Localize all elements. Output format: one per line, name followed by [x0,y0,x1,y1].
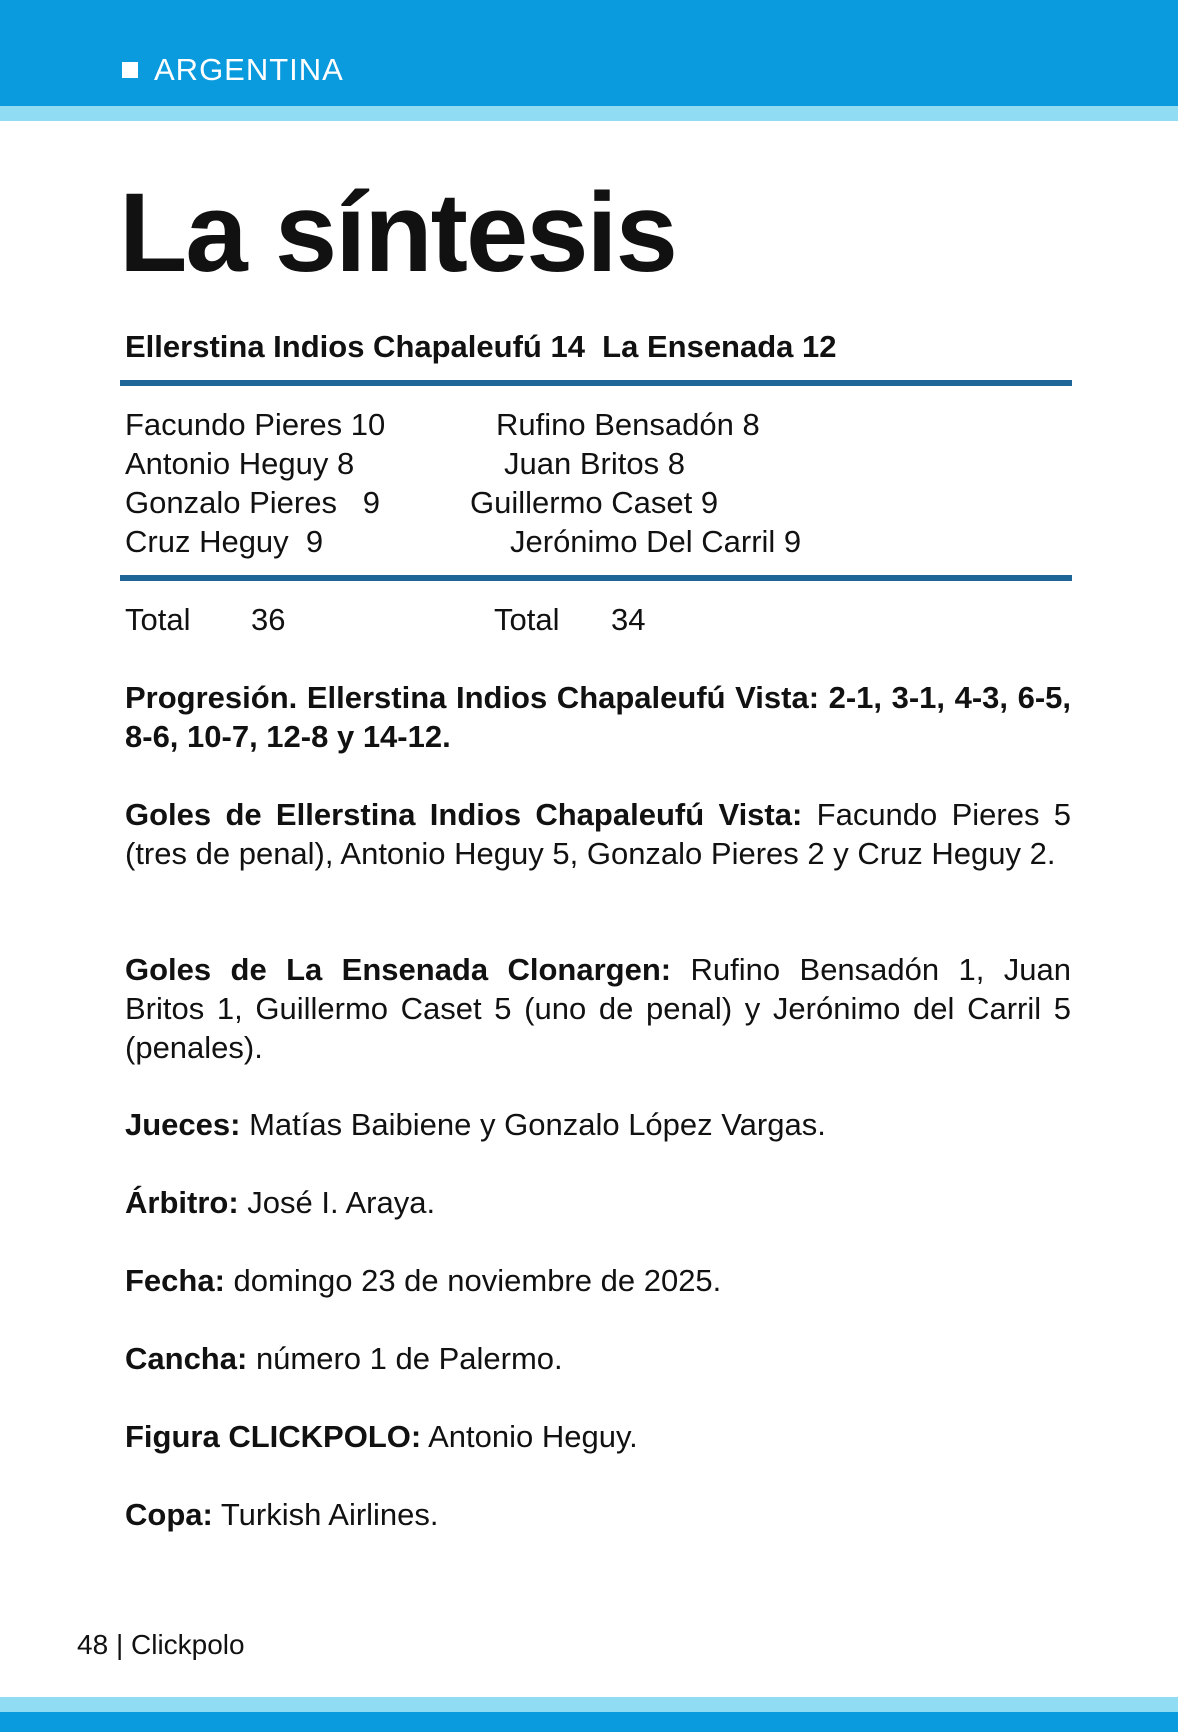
divider-bottom [120,575,1072,581]
total-value-right: 34 [611,602,646,637]
jueces-text: Matías Baibiene y Gonzalo López Vargas. [249,1107,826,1142]
figura-label: Figura CLICKPOLO: [125,1419,422,1454]
divider-top [120,380,1072,386]
figura-text: Antonio Heguy. [428,1419,638,1454]
total-value-left: 36 [251,602,286,637]
goles-ellerstina-label: Goles de Ellerstina Indios Chapaleufú Vista: [125,797,803,832]
fecha-line [125,1261,1071,1300]
player-left: Gonzalo Pieres 9 [125,485,381,520]
player-right: Rufino Bensadón 8 [496,407,760,442]
arbitro-label: Árbitro: [125,1185,239,1220]
header-stripe [0,106,1178,121]
goles-ellerstina-text: Facundo Pieres 5 (tres de penal), Antonio Heguy 5, Gonzalo Pieres 2 y Cruz Heguy 2. [125,797,1071,871]
total-label-left: Total [125,602,191,637]
fecha-label: Fecha: [125,1263,225,1298]
footer-band [0,1712,1178,1732]
copa-label: Copa: [125,1497,213,1532]
player-left: Facundo Pieres 10 [125,407,386,442]
cancha-label: Cancha: [125,1341,248,1376]
page-title: La síntesis [119,170,676,295]
page-footer [77,1627,245,1663]
goles-ensenada-paragraph [125,950,1071,1067]
player-left: Antonio Heguy 8 [125,446,355,481]
match-result: Ellerstina Indios Chapaleufú 14 La Ensenada 12 [125,329,837,364]
cancha-line [125,1339,1071,1378]
copa-text: Turkish Airlines. [220,1497,439,1532]
arbitro-text: José I. Araya. [247,1185,436,1220]
square-bullet-icon [122,62,138,78]
footer-separator: | [115,1629,124,1660]
copa-line [125,1495,1071,1534]
jueces-label: Jueces: [125,1107,241,1142]
goles-ensenada-label: Goles de La Ensenada Clonargen: [125,952,672,987]
publication-name: Clickpolo [131,1629,245,1660]
player-left: Cruz Heguy 9 [125,524,324,559]
footer-stripe [0,1697,1178,1712]
cancha-text: número 1 de Palermo. [255,1341,563,1376]
page-number: 48 [77,1629,109,1660]
jueces-line [125,1105,1071,1144]
player-right: Juan Britos 8 [504,446,685,481]
player-right: Jerónimo Del Carril 9 [510,524,802,559]
total-label-right: Total [494,602,560,637]
goles-ellerstina-paragraph [125,795,1071,873]
player-right: Guillermo Caset 9 [470,485,719,520]
arbitro-line [125,1183,1071,1222]
section-label: ARGENTINA [154,52,344,87]
goles-ensenada-text: Rufino Bensadón 1, Juan Britos 1, Guillermo Caset 5 (uno de penal) y Jerónimo del Carril 5 (penales). [125,952,1071,1065]
progresion-paragraph: Progresión. Ellerstina Indios Chapaleufú Vista: 2-1, 3-1, 4-3, 6-5, 8-6, 10-7, 12-8 y 14-12. [125,680,1071,754]
fecha-text: domingo 23 de noviembre de 2025. [233,1263,722,1298]
figura-line [125,1417,1071,1456]
